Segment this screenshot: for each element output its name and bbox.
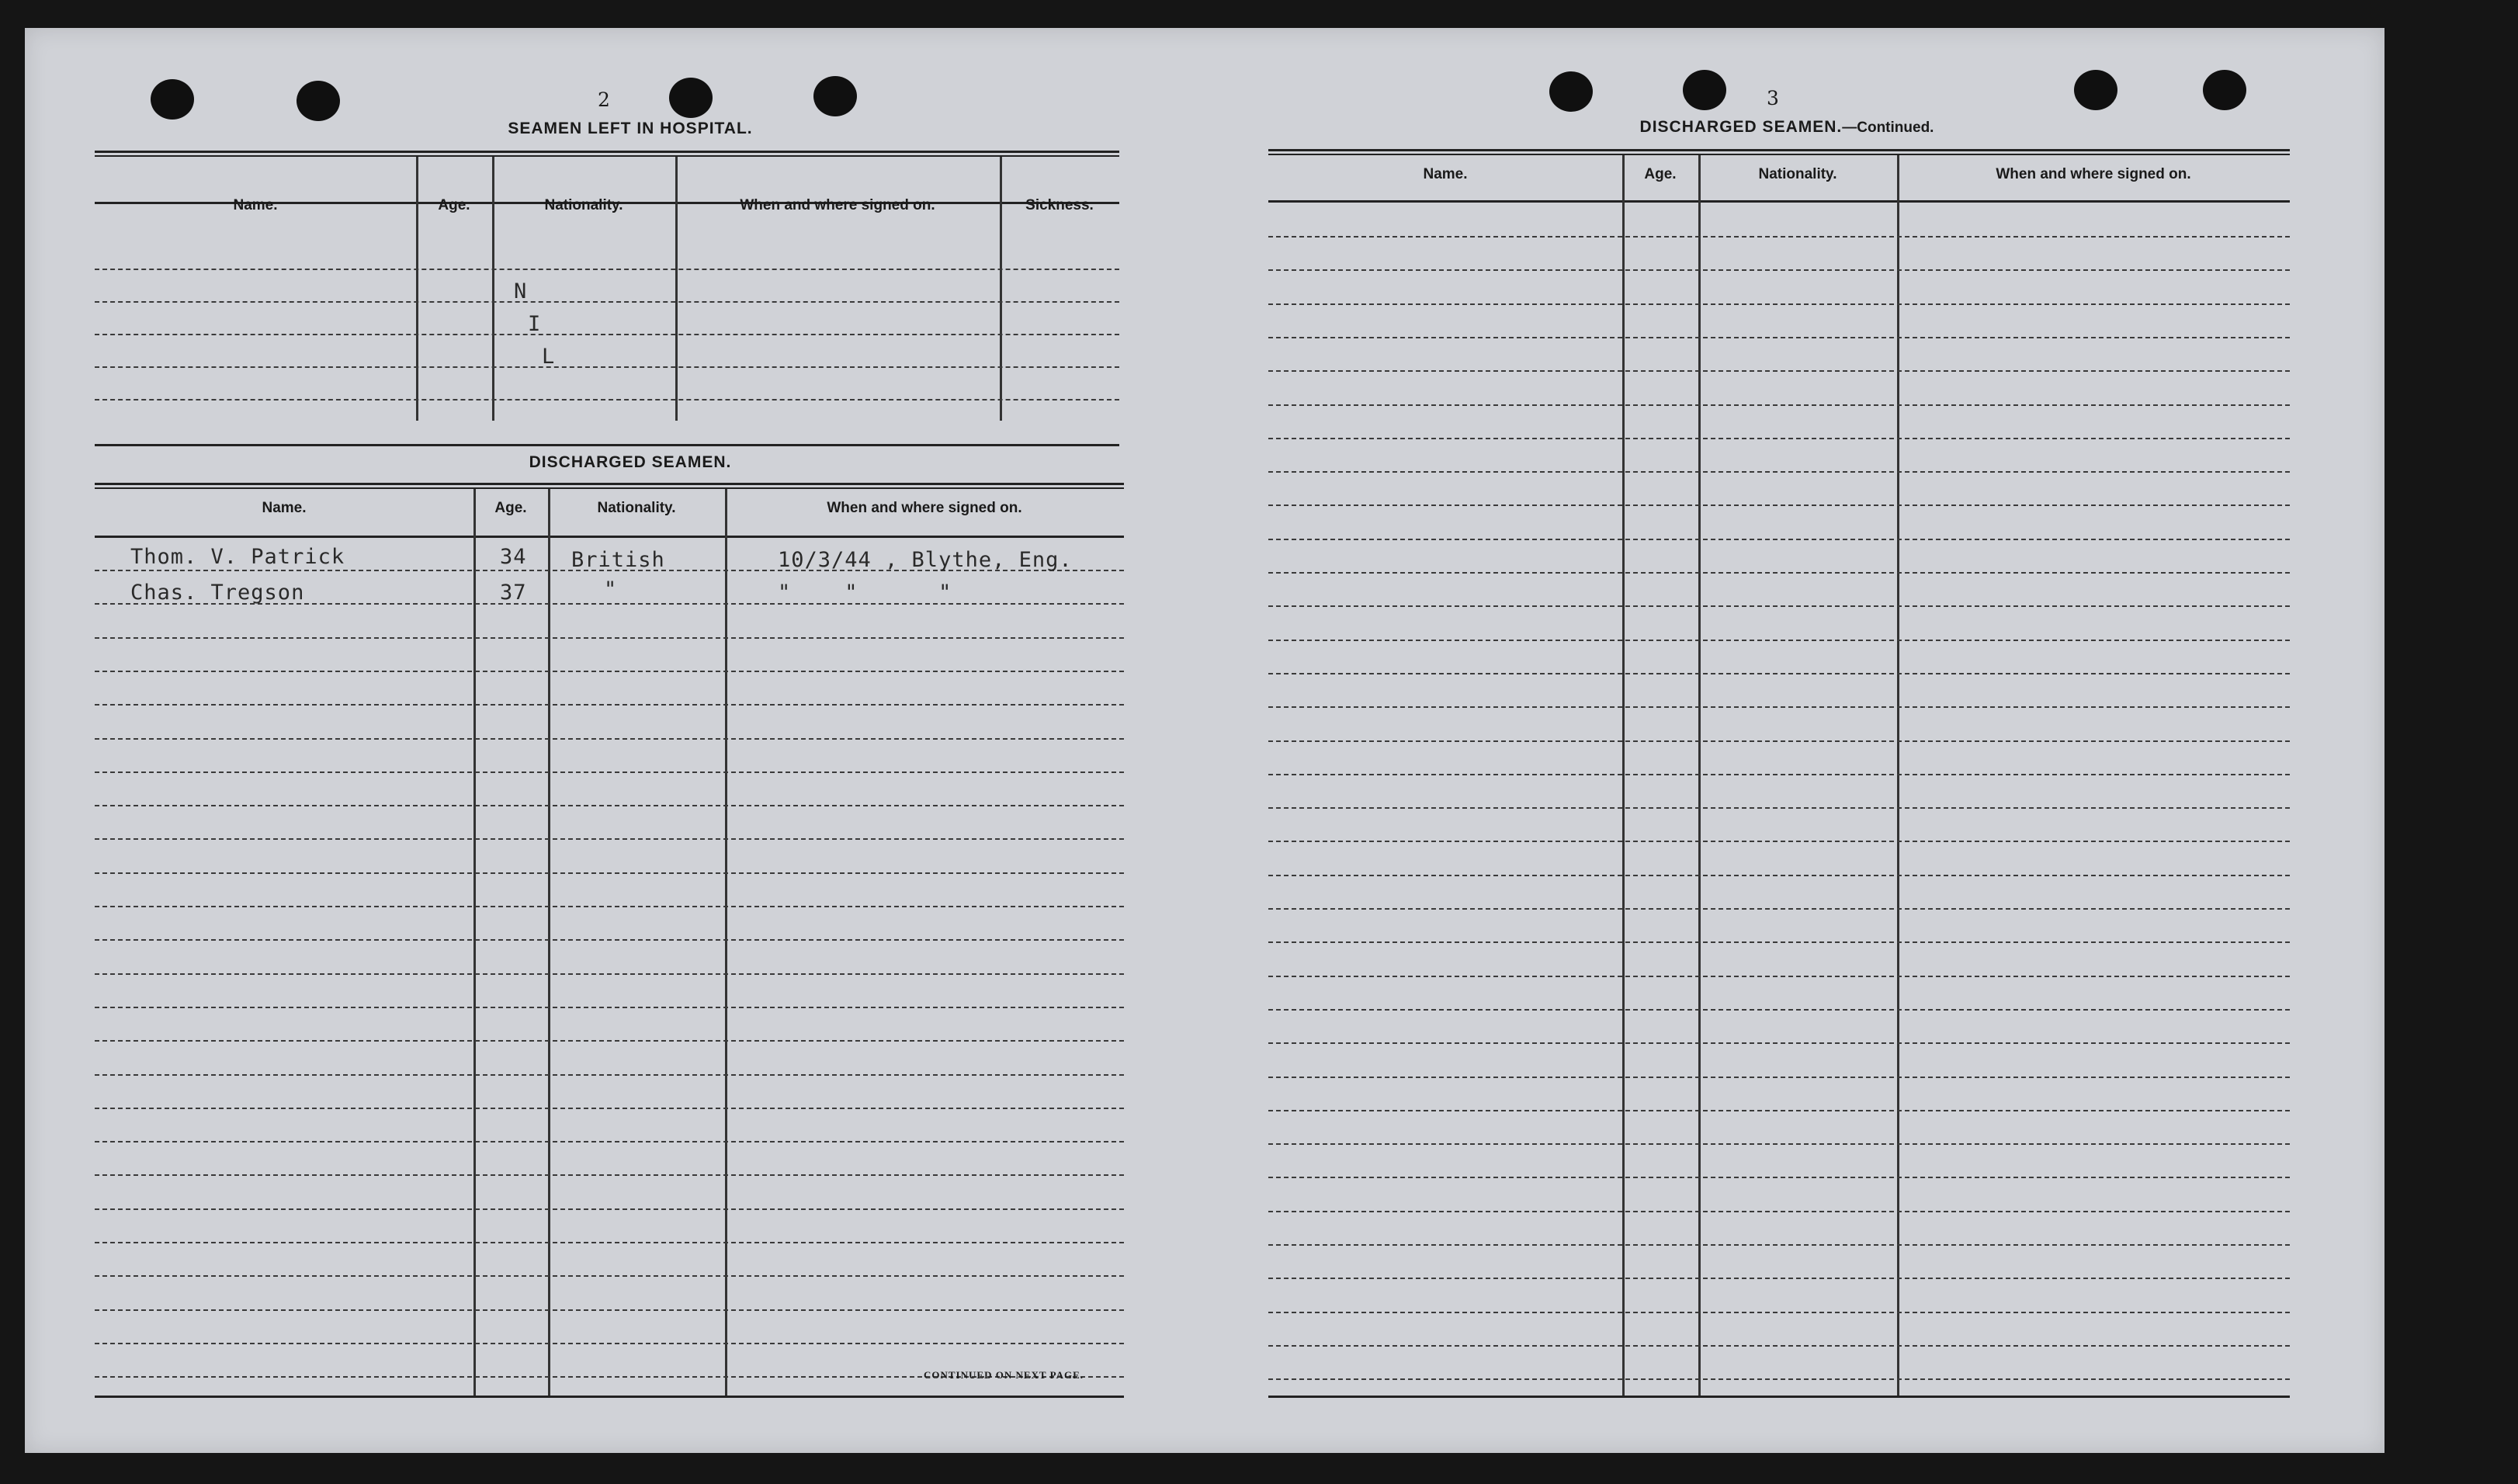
nil-letter: N <box>514 279 528 303</box>
seaman-nationality: " <box>604 577 618 602</box>
ruled-line <box>1268 740 2290 742</box>
ruled-line <box>95 838 1124 840</box>
seaman-signed-on: " " " <box>778 581 952 605</box>
nil-letter: L <box>542 345 556 369</box>
seaman-name: Chas. Tregson <box>130 581 305 605</box>
ruled-line <box>1268 640 2290 641</box>
ruled-line <box>95 704 1124 706</box>
ruled-line <box>1268 807 2290 809</box>
ruled-line <box>95 738 1124 740</box>
title-suffix: —Continued. <box>1842 120 1934 136</box>
ruled-line <box>1268 673 2290 674</box>
ruled-line <box>95 1174 1124 1176</box>
ruled-line <box>1268 1009 2290 1011</box>
ruled-line <box>1268 875 2290 876</box>
document-sheet <box>25 28 2384 1453</box>
discharged-table <box>95 483 1124 1399</box>
ruled-line <box>1268 1278 2290 1279</box>
ruled-line <box>95 771 1124 773</box>
ruled-line <box>1268 404 2290 406</box>
ruled-line <box>1268 1211 2290 1212</box>
page-number: 2 <box>598 88 610 111</box>
punch-hole <box>1549 71 1593 112</box>
discharged-continued-table <box>1268 149 2290 1399</box>
ruled-line <box>95 671 1124 672</box>
title-main: DISCHARGED SEAMEN. <box>1639 118 1843 136</box>
ruled-line <box>1268 774 2290 775</box>
ruled-line <box>1268 1110 2290 1111</box>
column-header: When and where signed on. <box>1996 166 2191 182</box>
punch-hole <box>2074 70 2117 110</box>
ruled-line <box>1268 504 2290 506</box>
ruled-line <box>1268 370 2290 372</box>
seaman-signed-on: 10/3/44 , Blythe, Eng. <box>778 548 1073 572</box>
ruled-line <box>95 1007 1124 1008</box>
ruled-line <box>95 872 1124 874</box>
left-page <box>25 28 1197 1453</box>
ruled-line <box>1268 706 2290 708</box>
column-header: Age. <box>1644 166 1677 182</box>
column-header: Nationality. <box>597 500 676 516</box>
column-header: Age. <box>438 197 470 213</box>
ruled-line <box>95 637 1124 639</box>
ruled-line <box>1268 337 2290 338</box>
column-header: When and where signed on. <box>740 197 935 213</box>
ruled-line <box>1268 1312 2290 1313</box>
ruled-line <box>95 805 1124 806</box>
seaman-age: 37 <box>500 581 527 605</box>
hospital-table <box>95 151 1119 447</box>
ruled-line <box>1268 303 2290 305</box>
ruled-line <box>95 1309 1124 1311</box>
ruled-line <box>95 1343 1124 1344</box>
ruled-line <box>1268 841 2290 842</box>
hospital-section-title: SEAMEN LEFT IN HOSPITAL. <box>508 120 753 137</box>
ruled-line <box>95 1242 1124 1243</box>
ruled-line <box>1268 1143 2290 1145</box>
ruled-line <box>1268 605 2290 607</box>
ruled-line <box>1268 572 2290 574</box>
page-number: 3 <box>1767 87 1779 109</box>
column-header: Name. <box>1423 166 1468 182</box>
ruled-line <box>1268 1042 2290 1044</box>
ruled-line <box>1268 1077 2290 1078</box>
ruled-line <box>95 1141 1124 1142</box>
ruled-line <box>95 1108 1124 1109</box>
seaman-age: 34 <box>500 545 527 569</box>
right-page <box>1197 28 2384 1453</box>
punch-hole <box>2203 70 2246 110</box>
discharged-section-title: DISCHARGED SEAMEN. <box>529 453 732 471</box>
ruled-line <box>95 1040 1124 1042</box>
column-header: Name. <box>262 500 307 516</box>
ruled-line <box>95 973 1124 975</box>
punch-hole <box>297 81 340 121</box>
discharged-continued-title <box>1476 118 2097 137</box>
ruled-line <box>1268 1177 2290 1178</box>
column-header: Nationality. <box>544 197 623 213</box>
punch-hole <box>813 76 857 116</box>
ruled-line <box>1268 1244 2290 1246</box>
ruled-line <box>95 1074 1124 1076</box>
ruled-line <box>1268 976 2290 977</box>
punch-hole <box>151 79 194 120</box>
column-header: When and where signed on. <box>827 500 1022 516</box>
column-header: Name. <box>233 197 278 213</box>
ruled-line <box>1268 438 2290 439</box>
seaman-nationality: British <box>571 548 665 572</box>
punch-hole <box>1683 70 1726 110</box>
ruled-line <box>95 939 1124 941</box>
column-header: Sickness. <box>1025 197 1094 213</box>
ruled-line <box>95 906 1124 907</box>
ruled-line <box>1268 471 2290 473</box>
punch-hole <box>669 78 713 118</box>
ruled-line <box>1268 941 2290 943</box>
continued-note: CONTINUED ON NEXT PAGE. <box>924 1369 1084 1381</box>
seaman-name: Thom. V. Patrick <box>130 545 345 569</box>
ruled-line <box>95 1275 1124 1277</box>
ruled-line <box>1268 539 2290 540</box>
ruled-line <box>1268 236 2290 238</box>
ruled-line <box>1268 1345 2290 1347</box>
ruled-line <box>1268 1378 2290 1380</box>
column-header: Age. <box>494 500 527 516</box>
column-header: Nationality. <box>1758 166 1837 182</box>
ruled-line <box>95 1208 1124 1210</box>
ruled-line <box>1268 269 2290 271</box>
nil-letter: I <box>528 312 542 336</box>
ruled-line <box>1268 908 2290 910</box>
